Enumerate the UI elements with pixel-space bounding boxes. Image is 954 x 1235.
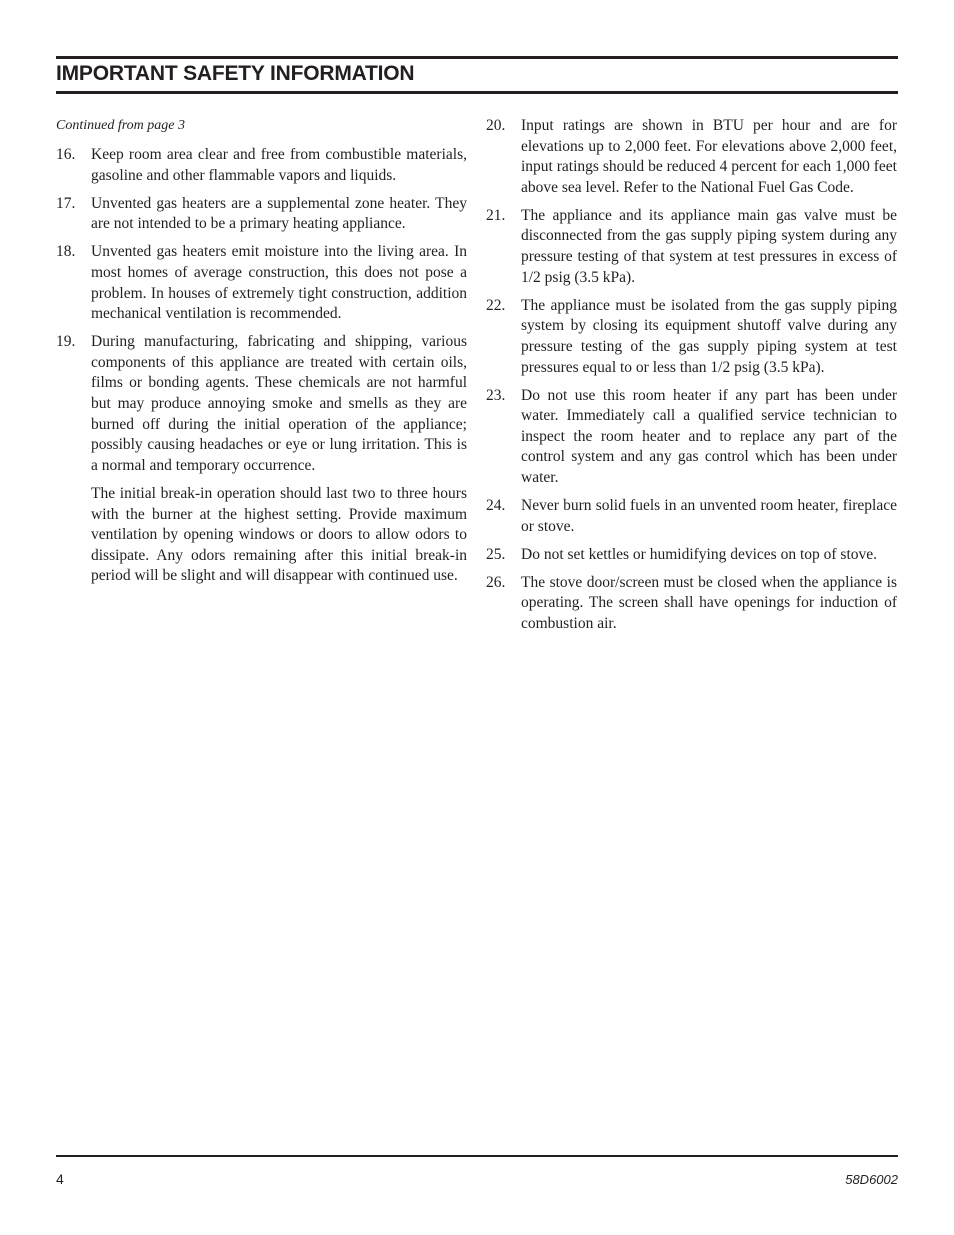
item-number: 17. xyxy=(56,194,76,212)
document-code: 58D6002 xyxy=(845,1172,898,1187)
item-text: Input ratings are shown in BTU per hour and are for elevations up to 2,000 feet. For elevations above 2,000 feet, input ratings should be reduced 4 percent for each 1,000 feet above sea level. Refer to the National Fuel Gas Code. xyxy=(521,117,897,196)
page-title: IMPORTANT SAFETY INFORMATION xyxy=(56,62,415,85)
item-number: 23. xyxy=(486,386,506,404)
item-number: 20. xyxy=(486,117,506,134)
list-item-22 xyxy=(486,296,897,378)
header-top-rule xyxy=(56,56,898,59)
list-item-25 xyxy=(486,545,897,566)
item-text: The appliance must be isolated from the gas supply piping system by closing its equipment shutoff valve during any pressure testing of the gas supply piping system at test pressures equal to or less than 1/2 psig (3.5 kPa). xyxy=(521,296,897,376)
item-number: 21. xyxy=(486,206,506,224)
item-text: The stove door/screen must be closed when the appliance is operating. The screen shall have openings for induction of combustion air. xyxy=(521,573,897,633)
item-text: The appliance and its appliance main gas valve must be disconnected from the gas supply piping system during any pressure testing of that system at test pressures in excess of 1/2 psig (3.5 kPa). xyxy=(521,206,897,286)
item-19-continuation: The initial break-in operation should last two to three hours with the burner at the highest setting. Provide maximum ventilation by opening windows or doors to allow odors to dissipate. Any odors remaining after this initial break-in period will be slight and will disappear with continued use. xyxy=(91,484,467,585)
list-item-19 xyxy=(56,332,467,476)
item-text: During manufacturing, fabricating and shipping, various components of this appliance are treated with certain oils, films or bonding agents. These chemicals are not harmful but may produce annoying smoke and smells as they are burned off during the initial operation of the appliance; possibly causing headaches or eye or lung irritation. This is a normal and temporary occurrence. xyxy=(91,333,467,474)
list-item-17 xyxy=(56,194,467,235)
item-text: Unvented gas heaters emit moisture into the living area. In most homes of average construction, this does not pose a problem. In houses of extremely tight construction, addition mechanical ventilation is recommended. xyxy=(91,243,467,323)
list-item-20 xyxy=(486,116,897,198)
item-number: 25. xyxy=(486,545,506,563)
item-number: 19. xyxy=(56,333,76,351)
item-number: 24. xyxy=(486,497,506,515)
footer-rule xyxy=(56,1155,898,1157)
page-number: 4 xyxy=(56,1171,64,1187)
list-item-16 xyxy=(56,145,467,186)
item-number: 26. xyxy=(486,573,506,591)
item-text: Do not use this room heater if any part has been under water. Immediately call a qualified service technician to inspect the room heater and to replace any part of the control system and any gas control which has been under water. xyxy=(521,386,897,486)
header-bottom-rule xyxy=(56,91,898,94)
list-item-21 xyxy=(486,206,897,288)
item-number: 16. xyxy=(56,146,76,163)
list-item-26 xyxy=(486,573,897,635)
item-number: 22. xyxy=(486,296,506,314)
right-column xyxy=(486,116,897,642)
item-text: Never burn solid fuels in an unvented room heater, fireplace or stove. xyxy=(521,497,897,535)
item-text: Unvented gas heaters are a supplemental zone heater. They are not intended to be a primary heating appliance. xyxy=(91,194,467,233)
list-item-23 xyxy=(486,386,897,489)
left-column xyxy=(56,116,467,587)
list-item-24 xyxy=(486,496,897,537)
item-text: Keep room area clear and free from combustible materials, gasoline and other flammable vapors and liquids. xyxy=(91,146,467,184)
continued-note: Continued from page 3 xyxy=(56,118,185,133)
item-number: 18. xyxy=(56,243,76,261)
list-item-18 xyxy=(56,242,467,324)
item-text: Do not set kettles or humidifying devices on top of stove. xyxy=(521,545,878,563)
